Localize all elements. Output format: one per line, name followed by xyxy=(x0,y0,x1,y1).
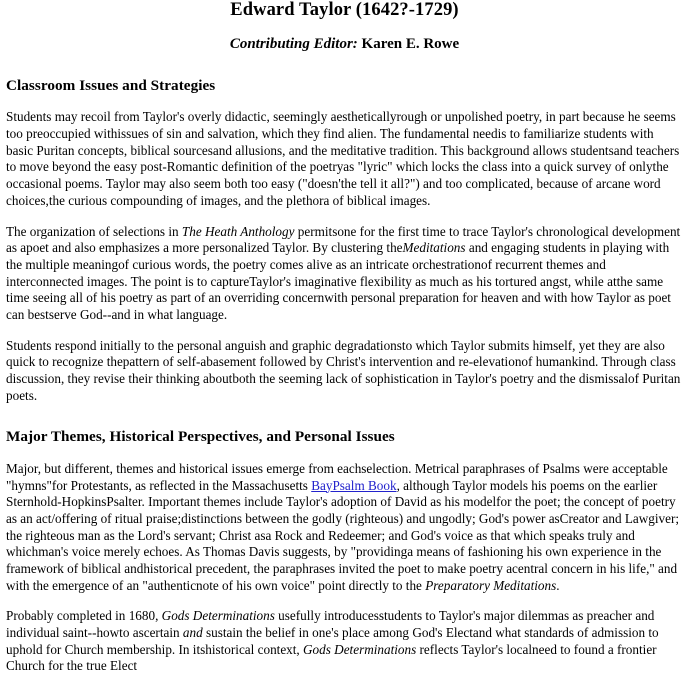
paragraph-text: , although Taylor models his poems on the earlier Sternhold-HopkinsPsalter. Important themes include Taylor's adoption of David as his modelfor the poet; the concept of poetry as an act/offering of ritual praise;distinctions between the godly (righteous) and ungodly; God's power asCreator and Lawgiver; the righteous man as the Lord's servant; Christ asa Rock and Redeemer; and God's voice as that which speaks truly and whichman's voice merely echoes. As Thomas Davis suggests, by "providinga means of fashioning his own experience in the framework of biblical andhistorical precedent, the paraphrases invited the poet to make poetry acentral concern in his life," and with the emergence of an "authenticnote of his own voice" point directly to the xyxy=(6,477,680,593)
italic-title-text: Gods Determinations xyxy=(303,641,417,657)
paragraph-text: usefully introducesstudents to Taylor's major dilemmas as preacher and individual saint--howto ascertain xyxy=(6,608,655,641)
paragraph-text: Probably completed in 1680, xyxy=(6,608,162,624)
paragraph-text: reflects Taylor's localneed to found a frontier Church for the true Elect xyxy=(6,641,657,674)
body-paragraph xyxy=(6,608,683,675)
italic-title-text: Meditations xyxy=(402,240,466,256)
italic-title-text: The Heath Anthology xyxy=(181,223,295,239)
body-paragraph xyxy=(6,109,683,209)
contributing-editor-line xyxy=(6,36,683,53)
paragraph-text: and engaging students in playing with the multiple meaningof curious words, the poetry comes alive as an intricate orchestrationof recurrent themes and interconnected images. The point is to captureTaylor's imaginative flexibility as much as his tortured angst, while atthe same time seeing all of his poetry as part of an overriding concernwith personal preparation for heaven and with how Taylor as poet can bestserve God--and in what language. xyxy=(6,240,671,322)
italic-title-text: and xyxy=(182,625,203,641)
paragraph-text: sustain the belief in one's place among God's Electand what standards of admission to uphold for Church membership. In itshistorical context, xyxy=(6,625,659,657)
body-paragraph xyxy=(6,224,683,324)
italic-title-text: Gods Determinations xyxy=(161,608,275,624)
page-title: Edward Taylor (1642?-1729) xyxy=(230,0,459,20)
paragraph-text: The organization of selections in xyxy=(6,223,182,239)
paragraph-text: Students may recoil from Taylor's overly didactic, seemingly aestheticallyrough or unpolished poetry, in part because he seems too preoccupied withissues of sin and salvation, which they find alien. The fundamental needis to familiarize students with basic Puritan concepts, biblical sourcesand allusions, and the meditative tradition. This background allows studentsand teachers to move beyond the easy post-Romantic definition of the poetryas "lyric" which locks the class into a quick survey of onlythe occasional poems. Taylor may also seem both too easy ("doesn'the tell it all?") and too complicated, because of arcane word choices,the curious compounding of images, and the plethora of biblical images. xyxy=(6,109,680,208)
paragraph-text: Major, but different, themes and historical issues emerge from eachselection. Metrical paraphrases of Psalms were acceptable "hymns"for Protestants, as reflected in the Massachusetts xyxy=(6,460,668,493)
paragraph-text: permitsone for the first time to trace Taylor's chronological development as apoet and also emphasizes a more personalized Taylor. By clustering the xyxy=(6,223,681,256)
inline-link[interactable]: BayPsalm Book xyxy=(311,477,397,493)
section-heading: Classroom Issues and Strategies xyxy=(6,76,216,94)
italic-title-text: Preparatory Meditations xyxy=(425,577,557,593)
body-paragraph xyxy=(6,461,683,595)
sections-container xyxy=(6,77,683,675)
contributing-editor-label: Contributing Editor: xyxy=(229,36,358,53)
paragraph-text: . xyxy=(556,577,560,593)
body-paragraph xyxy=(6,338,683,405)
paragraph-text: Students respond initially to the personal anguish and graphic degradationsto which Taylor submits himself, yet they are also quick to recognize thepattern of self-abasement followed by Christ's intervention and re-elevationof humankind. Through class discussion, they revise their thinking aboutboth the seeming lack of sophistication in Taylor's poetry and the dismissalof Puritan poets. xyxy=(6,337,681,403)
contributing-editor-name: Karen E. Rowe xyxy=(361,36,460,53)
section-heading: Major Themes, Historical Perspectives, and Personal Issues xyxy=(6,428,395,446)
